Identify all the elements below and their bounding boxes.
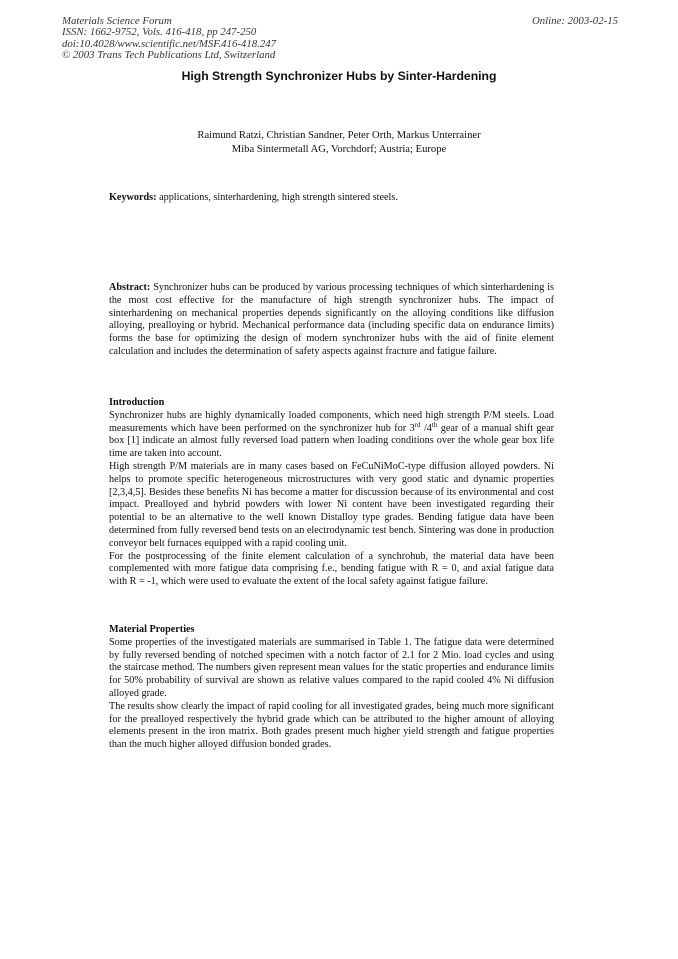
abstract-label: Abstract: [109,282,151,293]
intro-p1-text-b: /4 [420,422,432,434]
author-list: Raimund Ratzi, Christian Sandner, Peter Orth, Markus Unterrainer [197,130,481,141]
material-paragraph-2: The results show clearly the impact of rapid cooling for all investigated grades, being much more significant for the prealloyed respectively the hybrid grade which can be attributed to the higher amount of alloying elements present in the iron matrix. Both grades present much higher yield strength and fatigue properties than the much higher alloyed diffusion bonded grades. [109,700,554,751]
material-properties-heading: Material Properties [109,624,195,635]
journal-name: Materials Science Forum [62,15,172,27]
introduction-section [109,397,554,589]
journal-header [62,16,618,62]
introduction-heading: Introduction [109,397,165,408]
author-block [0,129,678,156]
introduction-paragraph-1 [109,410,554,461]
issn-line: ISSN: 1662-9752, Vols. 416-418, pp 247-250 [62,26,257,39]
abstract [109,282,554,359]
keywords-text: applications, sinterhardening, high strength sintered steels. [156,192,398,203]
online-date: Online: 2003-02-15 [531,15,618,27]
material-properties-section [109,624,554,752]
keywords-label: Keywords: [109,192,157,203]
keywords [109,192,554,205]
affiliation: Miba Sintermetall AG, Vorchdorf; Austria; Europe [231,143,447,155]
doi-line: doi:10.4028/www.scientific.net/MSF.416-418.247 [62,37,277,50]
intro-p1-sup-rd: rd [414,420,421,429]
introduction-paragraph-2: High strength P/M materials are in many cases based on FeCuNiMoC-type diffusion alloyed powders. Ni helps to promote specific heterogeneous microstructures with very good static and dynamic properties [2,3,4,5]. Besides these benefits Ni has become a matter for discussion because of its environmental and cost impact. Prealloyed and hybrid powders with lower Ni content have been investigated regarding their potential to be an alternative to the well known Distalloy type grades. Bending fatigue data have been determined from fully reversed bend tests on an electrodynamic test bench. Sintering was done in production conveyor belt furnaces equipped with a rapid cooling unit. [109,460,554,549]
intro-p1-text-a: Synchronizer hubs are highly dynamically loaded components, which need high strength P/M steels. Load measurements which have been performed on the synchronizer hub for 3 [109,409,554,434]
abstract-text: Synchronizer hubs can be produced by various processing techniques of which sinterhardening is the most cost effective for the manufacture of high strength synchronizer hubs. The impact of sinterhardening on mechanical properties depends significantly on the alloying conditions like diffusion alloying, prealloying or hybrid. Mechanical performance data (including specific data on endurance limits) forms the base for optimizing the design of modern synchronizer hubs with the aid of finite element calculation and includes the determination of safety aspects against fracture and fatigue failure. [109,282,554,357]
material-paragraph-1: Some properties of the investigated materials are summarised in Table 1. The fatigue data were determined by fully reversed bending of notched specimen with a notch factor of 2.1 for 2 Mio. load cycles and using the staircase method. The numbers given represent mean values for the static properties and endurance limits for 50% probability of survival are shown as relative values compared to the rapid cooled 4% Ni diffusion alloyed grade. [109,636,554,699]
introduction-paragraph-3: For the postprocessing of the finite element calculation of a synchrohub, the material data have been complemented with more fatigue data comprising f.e., bending fatigue with R = 0, and axial fatigue data with R = -1, which were used to evaluate the extent of the local safety against fatigue failure. [109,550,554,588]
intro-p1-sup-th: th [431,420,438,429]
paper-title: High Strength Synchronizer Hubs by Sinter-Hardening [181,69,497,83]
intro-p1-text-c: gear of a manual shift gear box [1] indicate an almost fully reversed load pattern when loading conditions over the whole gear box life time are taken into account. [109,422,554,460]
copyright-line: © 2003 Trans Tech Publications Ltd, Switzerland [62,49,276,62]
